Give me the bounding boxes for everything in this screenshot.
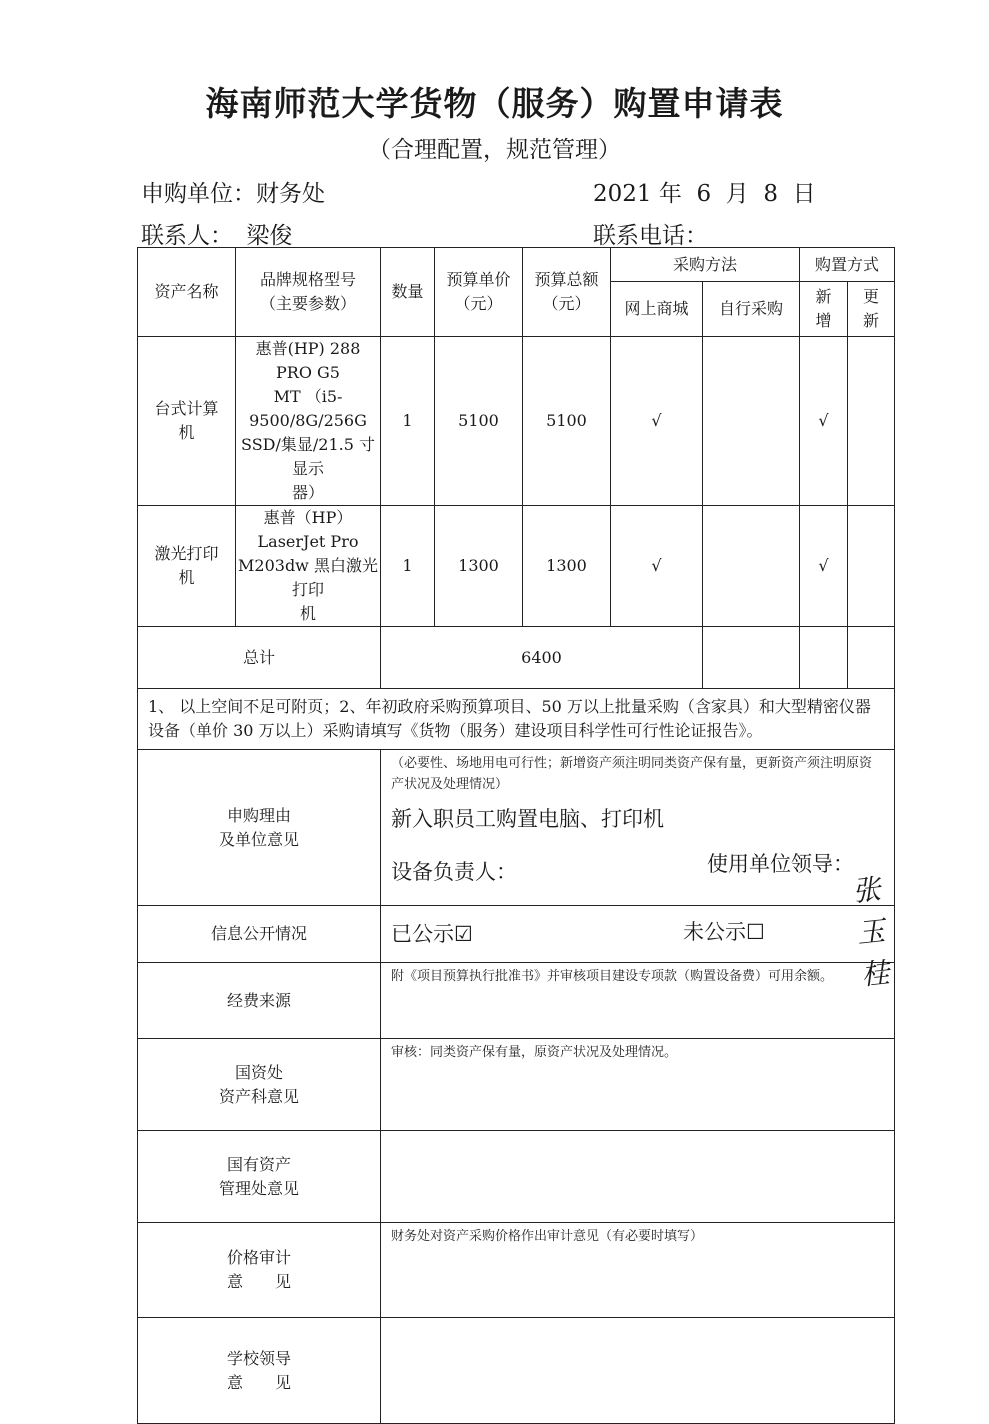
dept-value: 财务处 — [256, 181, 325, 207]
row1-spec-line4: 器） — [291, 483, 324, 502]
date-day-unit: 日 — [792, 181, 816, 207]
row2-self-check — [703, 506, 800, 627]
phone-line — [593, 217, 708, 250]
school-leader-label — [138, 1318, 381, 1424]
asset-office-hint: 审核：同类资产保有量，原资产状况及处理情况。 — [391, 1045, 678, 1060]
header-type-update — [848, 282, 895, 337]
form-subtitle: （合理配置，规范管理） — [368, 137, 621, 163]
row2-spec-line3: 机 — [299, 604, 316, 623]
funding-label: 经费来源 — [138, 963, 381, 1039]
header-total — [523, 248, 611, 337]
row1-self-check — [703, 337, 800, 506]
header-total-line1: 预算总额 — [534, 270, 599, 289]
header-unit-price-line2: （元） — [454, 294, 503, 313]
header-method-online: 网上商城 — [611, 282, 703, 337]
row2-name — [138, 506, 236, 627]
asset-office-content — [381, 1039, 895, 1131]
row2-name-line2: 机 — [178, 568, 195, 587]
reason-text: 新入职员工购置电脑、打印机 — [391, 806, 664, 831]
row1-spec — [236, 337, 381, 506]
state-asset-label — [138, 1131, 381, 1223]
row1-name-line2: 机 — [178, 423, 195, 442]
row1-name — [138, 337, 236, 506]
header-type-new-2: 增 — [815, 311, 832, 330]
table-row — [138, 337, 895, 506]
purchase-table — [137, 247, 895, 1424]
table-row — [138, 506, 895, 627]
row1-spec-line1: 惠普(HP) 288 PRO G5 — [255, 339, 361, 382]
row2-total: 1300 — [523, 506, 611, 627]
header-type-update-1: 更 — [863, 287, 880, 306]
price-audit-label-line2: 意 见 — [226, 1272, 291, 1291]
reason-hint: （必要性、场地用电可行性；新增资产须注明同类资产保有量，更新资产须注明原资产状况及处理情况） — [391, 756, 873, 792]
total-empty-3 — [848, 627, 895, 689]
header-spec — [236, 248, 381, 337]
header-spec-line2: （主要参数） — [259, 294, 356, 313]
disclosure-label: 信息公开情况 — [138, 906, 381, 963]
price-audit-content — [381, 1223, 895, 1318]
state-asset-content — [381, 1131, 895, 1223]
row2-new-check: √ — [800, 506, 848, 627]
header-purchase-type: 购置方式 — [800, 248, 895, 282]
row2-spec — [236, 506, 381, 627]
header-total-line2: （元） — [542, 294, 591, 313]
row1-spec-line2: MT （i5-9500/8G/256G — [249, 387, 367, 430]
header-asset-name: 资产名称 — [138, 248, 236, 337]
unit-leader-signature: 张玉桂 — [850, 872, 889, 992]
row1-update-check — [848, 337, 895, 506]
asset-office-label — [138, 1039, 381, 1131]
row2-name-line1: 激光打印 — [154, 544, 219, 563]
date-year-unit: 年 — [658, 181, 682, 207]
date-month: 6 — [696, 181, 712, 207]
header-spec-line1: 品牌规格型号 — [259, 270, 356, 289]
header-unit-price-line1: 预算单价 — [446, 270, 511, 289]
form-title: 海南师范大学货物（服务）购置申请表 — [205, 84, 784, 123]
row2-spec-line1: 惠普（HP）LaserJet Pro — [257, 508, 359, 551]
date-month-unit: 月 — [725, 181, 749, 207]
row1-total: 5100 — [523, 337, 611, 506]
header-method-self: 自行采购 — [703, 282, 800, 337]
not-disclosed-option: 未公示☐ — [683, 920, 765, 944]
date-day: 8 — [763, 181, 779, 207]
total-label: 总计 — [138, 627, 381, 689]
asset-office-label-line1: 国资处 — [234, 1062, 283, 1082]
school-leader-content — [381, 1318, 895, 1424]
date-year: 2021 — [593, 181, 652, 207]
reason-label — [138, 750, 381, 906]
unit-leader-label: 使用单位领导： — [707, 852, 854, 877]
header-method: 采购方法 — [611, 248, 800, 282]
school-leader-label-line1: 学校领导 — [226, 1348, 291, 1368]
row2-update-check — [848, 506, 895, 627]
state-asset-label-line2: 管理处意见 — [218, 1178, 299, 1198]
row1-online-check: √ — [611, 337, 703, 506]
row1-name-line1: 台式计算 — [154, 399, 219, 418]
phone-label: 联系电话： — [593, 223, 708, 249]
reason-label-line1: 申购理由 — [226, 805, 291, 825]
header-type-update-2: 新 — [863, 311, 880, 330]
contact-label: 联系人： — [141, 223, 233, 249]
row2-unit-price: 1300 — [435, 506, 523, 627]
price-audit-label — [138, 1223, 381, 1318]
row1-spec-line3: SSD/集显/21.5 寸显示 — [241, 435, 375, 478]
funding-hint: 附《项目预算执行批准书》并审核项目建设专项款（购置设备费）可用余额。 — [391, 969, 834, 984]
funding-content — [381, 963, 895, 1039]
dept-label: 申购单位： — [141, 181, 256, 207]
header-type-new-1: 新 — [815, 287, 832, 306]
total-empty-1 — [703, 627, 800, 689]
row1-new-check: √ — [800, 337, 848, 506]
price-audit-hint: 财务处对资产采购价格作出审计意见（有必要时填写） — [391, 1229, 704, 1244]
contact-line — [141, 217, 292, 250]
disclosure-content — [381, 906, 895, 963]
contact-value: 梁俊 — [246, 223, 293, 249]
total-value: 6400 — [381, 627, 703, 689]
row1-qty: 1 — [381, 337, 435, 506]
header-unit-price — [435, 248, 523, 337]
dept-line — [141, 175, 325, 208]
row2-online-check: √ — [611, 506, 703, 627]
equipment-manager-label: 设备负责人： — [391, 860, 517, 885]
row2-qty: 1 — [381, 506, 435, 627]
price-audit-label-line1: 价格审计 — [226, 1248, 291, 1267]
total-empty-2 — [800, 627, 848, 689]
date-line — [593, 175, 816, 208]
header-qty: 数量 — [381, 248, 435, 337]
total-row — [138, 627, 895, 689]
asset-office-label-line2: 资产科意见 — [218, 1086, 299, 1106]
disclosed-option: 已公示☑ — [391, 922, 473, 946]
reason-label-line2: 及单位意见 — [218, 829, 299, 849]
state-asset-label-line1: 国有资产 — [226, 1154, 291, 1174]
row1-unit-price: 5100 — [435, 337, 523, 506]
header-type-new — [800, 282, 848, 337]
form-note: 1、 以上空间不足可附页；2、年初政府采购预算项目、50 万以上批量采购（含家具）和大型精密仪器设备（单价 30 万以上）采购请填写《货物（服务）建设项目科学性可行性论证报告》。 — [138, 689, 895, 750]
row2-spec-line2: M203dw 黑白激光打印 — [238, 556, 378, 599]
school-leader-label-line2: 意 见 — [226, 1372, 291, 1392]
